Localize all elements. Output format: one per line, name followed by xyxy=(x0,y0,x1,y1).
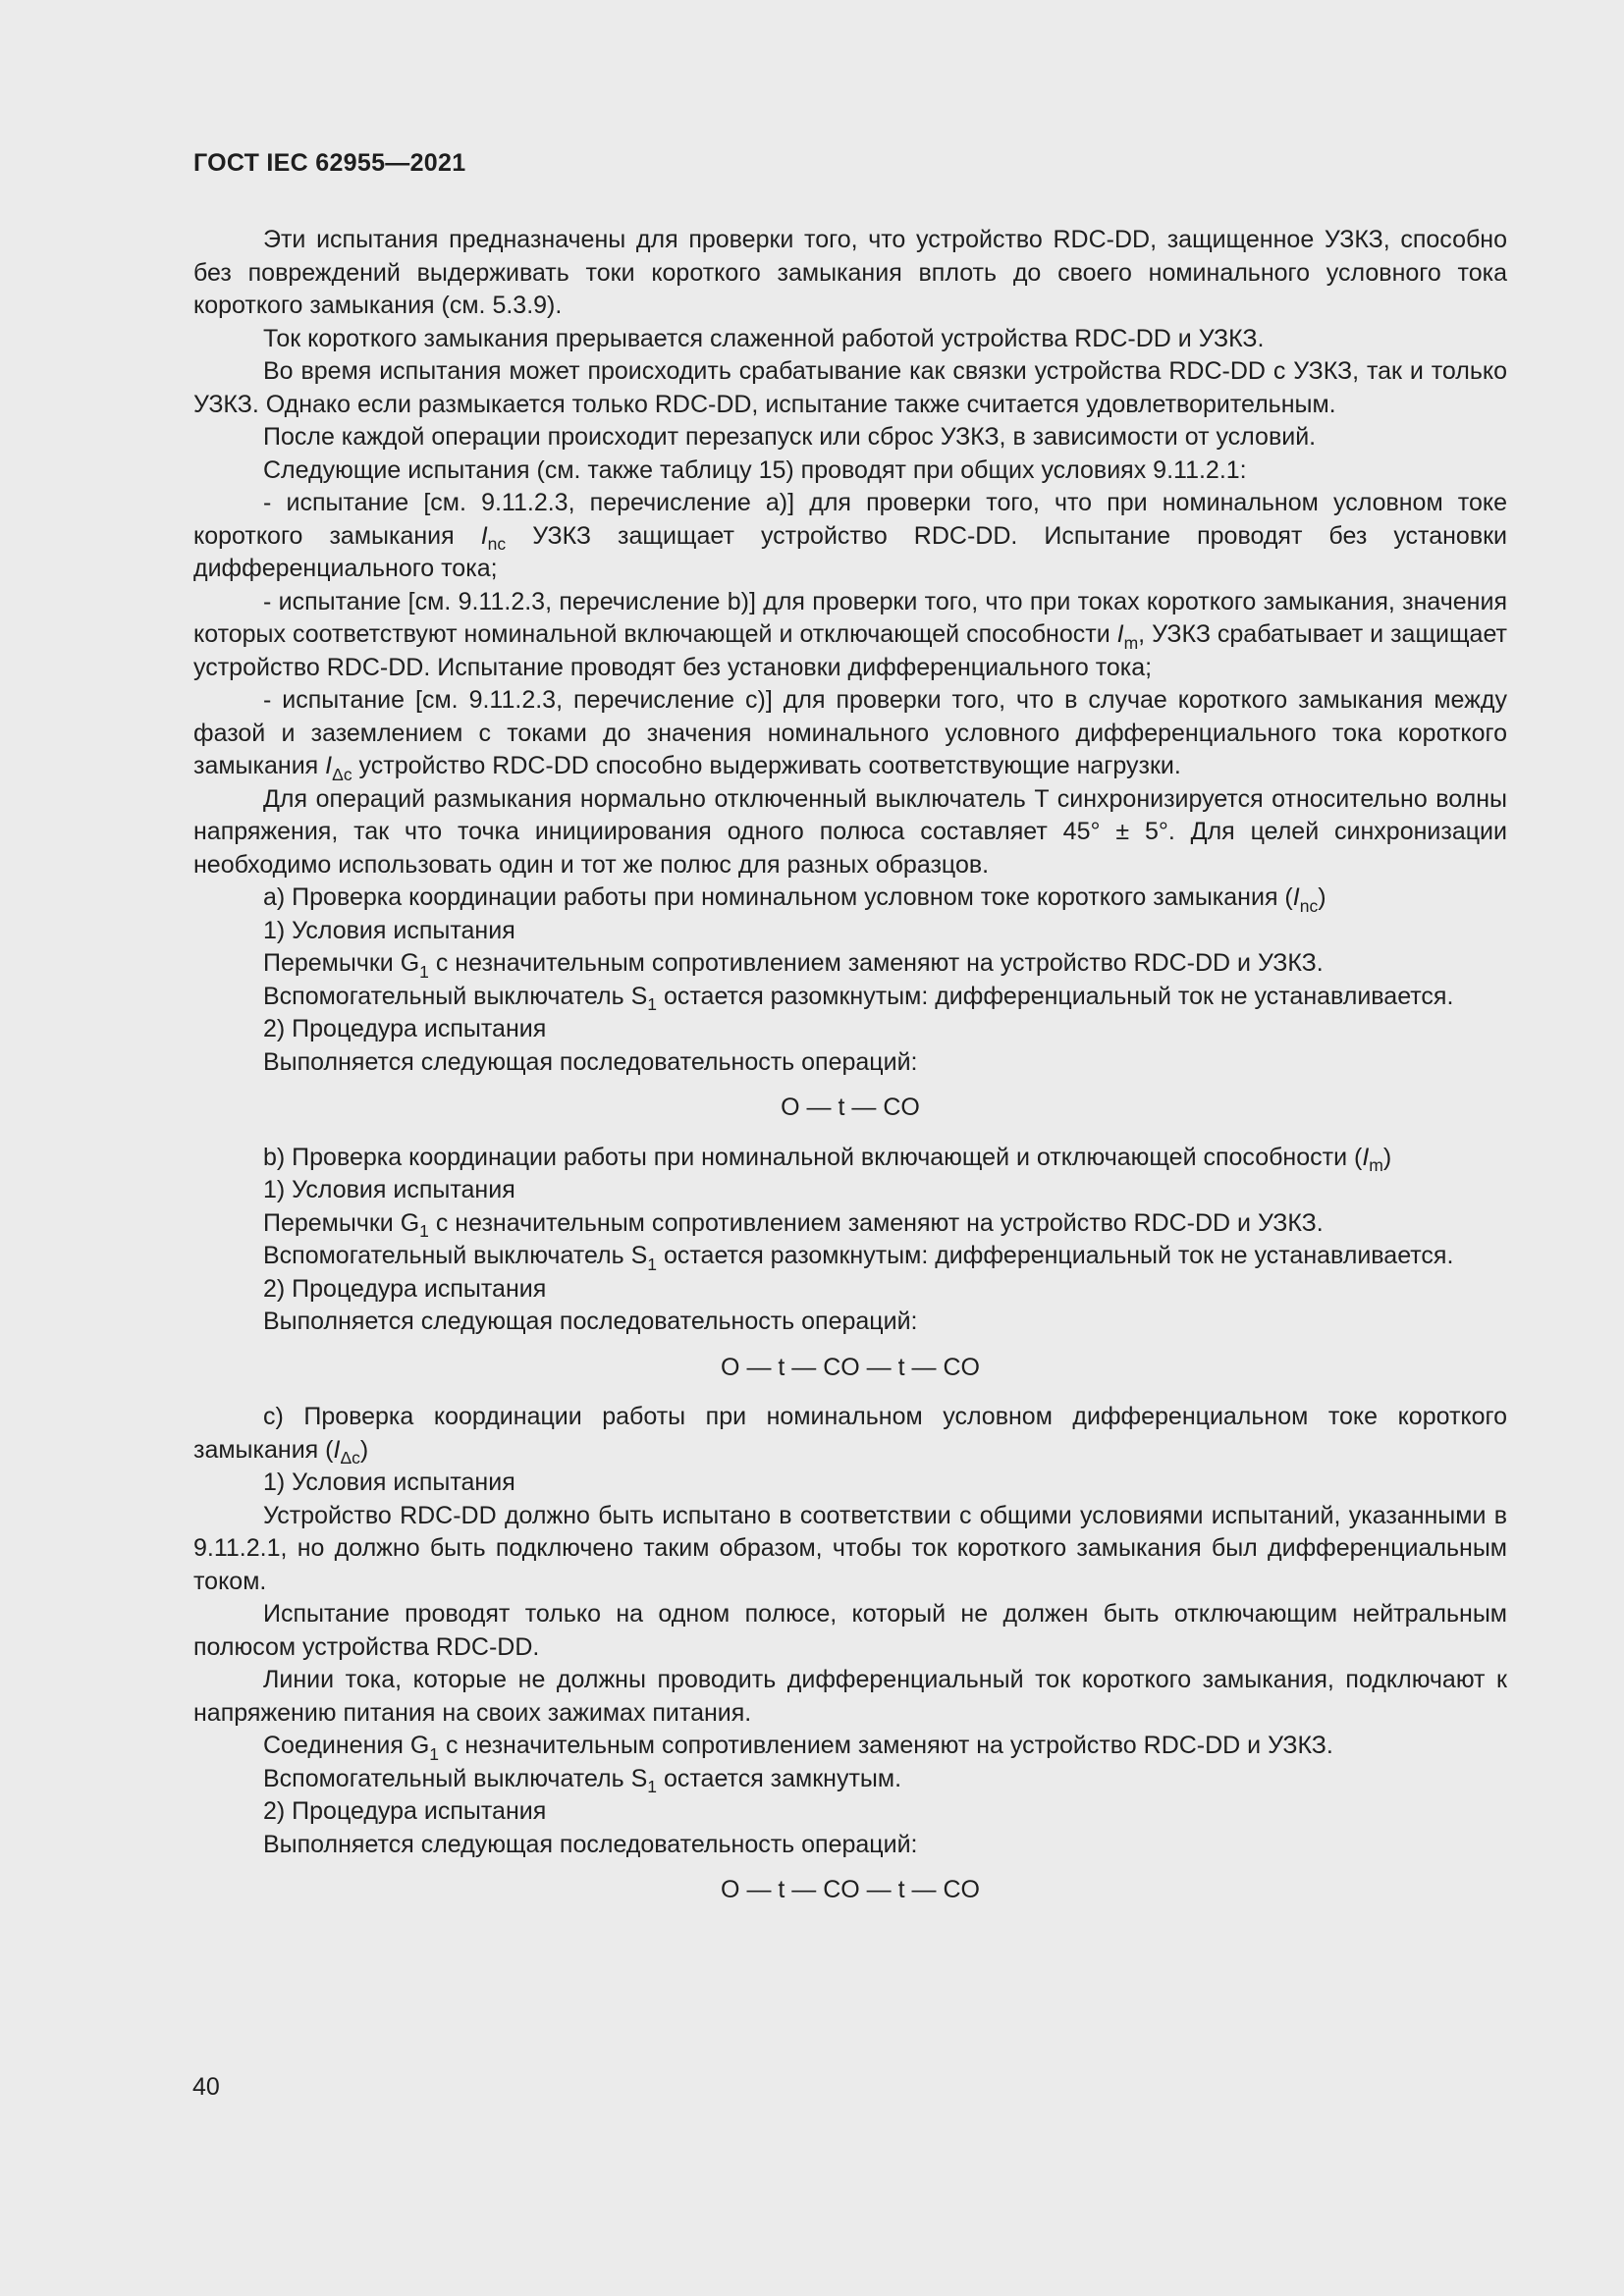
section-c-formula: O — t — CO — t — CO xyxy=(721,1876,980,1903)
section-c-paragraph: Устройство RDC-DD должно быть испытано в соответствии с общими условиями испытаний, указанными в 9.11.2.1, но должно быть подключено таким образом, чтобы ток короткого замыкания был дифференциальным током. xyxy=(193,1501,1507,1595)
section-a-formula: O — t — CO xyxy=(781,1094,920,1121)
section-a-conditions-heading: 1) Условия испытания xyxy=(263,916,515,944)
section-b-procedure-text: Выполняется следующая последовательность операций: xyxy=(263,1308,918,1335)
section-a-title: a) Проверка координации работы при номинальном условном токе короткого замыкания $(I_{nc})$ xyxy=(263,883,1326,916)
section-c-aux-switch: Вспомогательный выключатель $S_1$ остается замкнутым. xyxy=(263,1764,902,1797)
section-c-conditions-heading: 1) Условия испытания xyxy=(263,1468,515,1496)
paragraph: Ток короткого замыкания прерывается слаженной работой устройства RDC-DD и УЗКЗ. xyxy=(263,324,1265,352)
paragraph: Следующие испытания (см. также таблицу 15) проводят при общих условиях 9.11.2.1: xyxy=(263,455,1247,484)
paragraph: После каждой операции происходит перезапуск или сброс УЗКЗ, в зависимости от условий. xyxy=(263,423,1317,451)
page-number: 40 xyxy=(192,2073,220,2101)
section-a-procedure-text: Выполняется следующая последовательность операций: xyxy=(263,1047,918,1076)
section-a-aux-switch: Вспомогательный выключатель $S_1$ остается разомкнутым: дифференциальный ток не устанавливается. xyxy=(263,982,1454,1015)
section-b-title: b) Проверка координации работы при номинальной включающей и отключающей способности $(I_m)$ xyxy=(263,1143,1392,1176)
section-c-procedure-heading: 2) Процедура испытания xyxy=(263,1797,547,1825)
section-c-connections: Соединения $G_1$ с незначительным сопротивлением заменяют на устройство RDC-DD и УЗКЗ. xyxy=(263,1732,1333,1764)
section-b-aux-switch: Вспомогательный выключатель $S_1$ остается разомкнутым: дифференциальный ток не устанавливается. xyxy=(263,1242,1454,1274)
section-b-jumpers: Перемычки $G_1$ с незначительным сопротивлением заменяют на устройство RDC-DD и УЗКЗ. xyxy=(263,1208,1324,1242)
sync-paragraph: Для операций размыкания нормально отключенный выключатель T синхронизируется относительно волны напряжения, так что точка инициирования одного полюса составляет 45° ± 5°. Для целей синхронизации необходимо использовать один и тот же полюс для разных образцов. xyxy=(193,784,1507,879)
section-b-formula: O — t — CO — t — CO xyxy=(721,1353,980,1381)
section-b-conditions-heading: 1) Условия испытания xyxy=(263,1176,515,1203)
section-c-paragraph: Линии тока, которые не должны проводить дифференциальный ток короткого замыкания, подключают к напряжению питания на своих зажимах питания. xyxy=(193,1666,1507,1727)
paragraph: Во время испытания может происходить срабатывание как связки устройства RDC-DD с УЗКЗ, так и только УЗКЗ. Однако если размыкается только RDC-DD, испытание также считается удовлетворительным. xyxy=(193,357,1507,418)
section-c-title: c) Проверка координации работы при номинальном условном дифференциальном токе короткого замыкания $(I_{\Delta c})$ xyxy=(193,1403,1507,1468)
document-header: ГОСТ IEC 62955—2021 xyxy=(193,149,466,177)
page-body xyxy=(193,224,1507,1924)
list-item-a: - испытание [см. 9.11.2.3, перечисление a)] для проверки того, что при номинальном условном токе короткого замыкания $I_{nc}$ УЗКЗ защищает устройство RDC-DD. Испытание проводят без установки дифференциального тока; xyxy=(193,489,1507,582)
list-item-b: - испытание [см. 9.11.2.3, перечисление b)] для проверки того, что при токах короткого замыкания, значения которых соответствуют номинальной включающей и отключающей способности $I_m$, УЗКЗ срабатывает и защищает устройство RDC-DD. Испытание проводят без установки дифференциального тока; xyxy=(193,587,1507,681)
section-c-procedure-text: Выполняется следующая последовательность операций: xyxy=(263,1830,918,1858)
section-c-paragraph: Испытание проводят только на одном полюсе, который не должен быть отключающим нейтральным полюсом устройства RDC-DD. xyxy=(193,1600,1507,1661)
paragraph: Эти испытания предназначены для проверки того, что устройство RDC-DD, защищенное УЗКЗ, способно без повреждений выдерживать токи короткого замыкания вплоть до своего номинального условного тока короткого замыкания (см. 5.3.9). xyxy=(193,226,1507,319)
section-b-procedure-heading: 2) Процедура испытания xyxy=(263,1274,547,1303)
list-item-c: - испытание [см. 9.11.2.3, перечисление c)] для проверки того, что в случае короткого замыкания между фазой и заземлением с токами до значения номинального условного дифференциального тока короткого замыкания $I_{\Delta c}$ устройство RDC-DD способно выдерживать соответствующие нагрузки. xyxy=(193,686,1507,784)
section-a-jumpers: Перемычки $G_1$ с незначительным сопротивлением заменяют на устройство RDC-DD и УЗКЗ. xyxy=(263,949,1324,982)
section-a-procedure-heading: 2) Процедура испытания xyxy=(263,1015,547,1042)
